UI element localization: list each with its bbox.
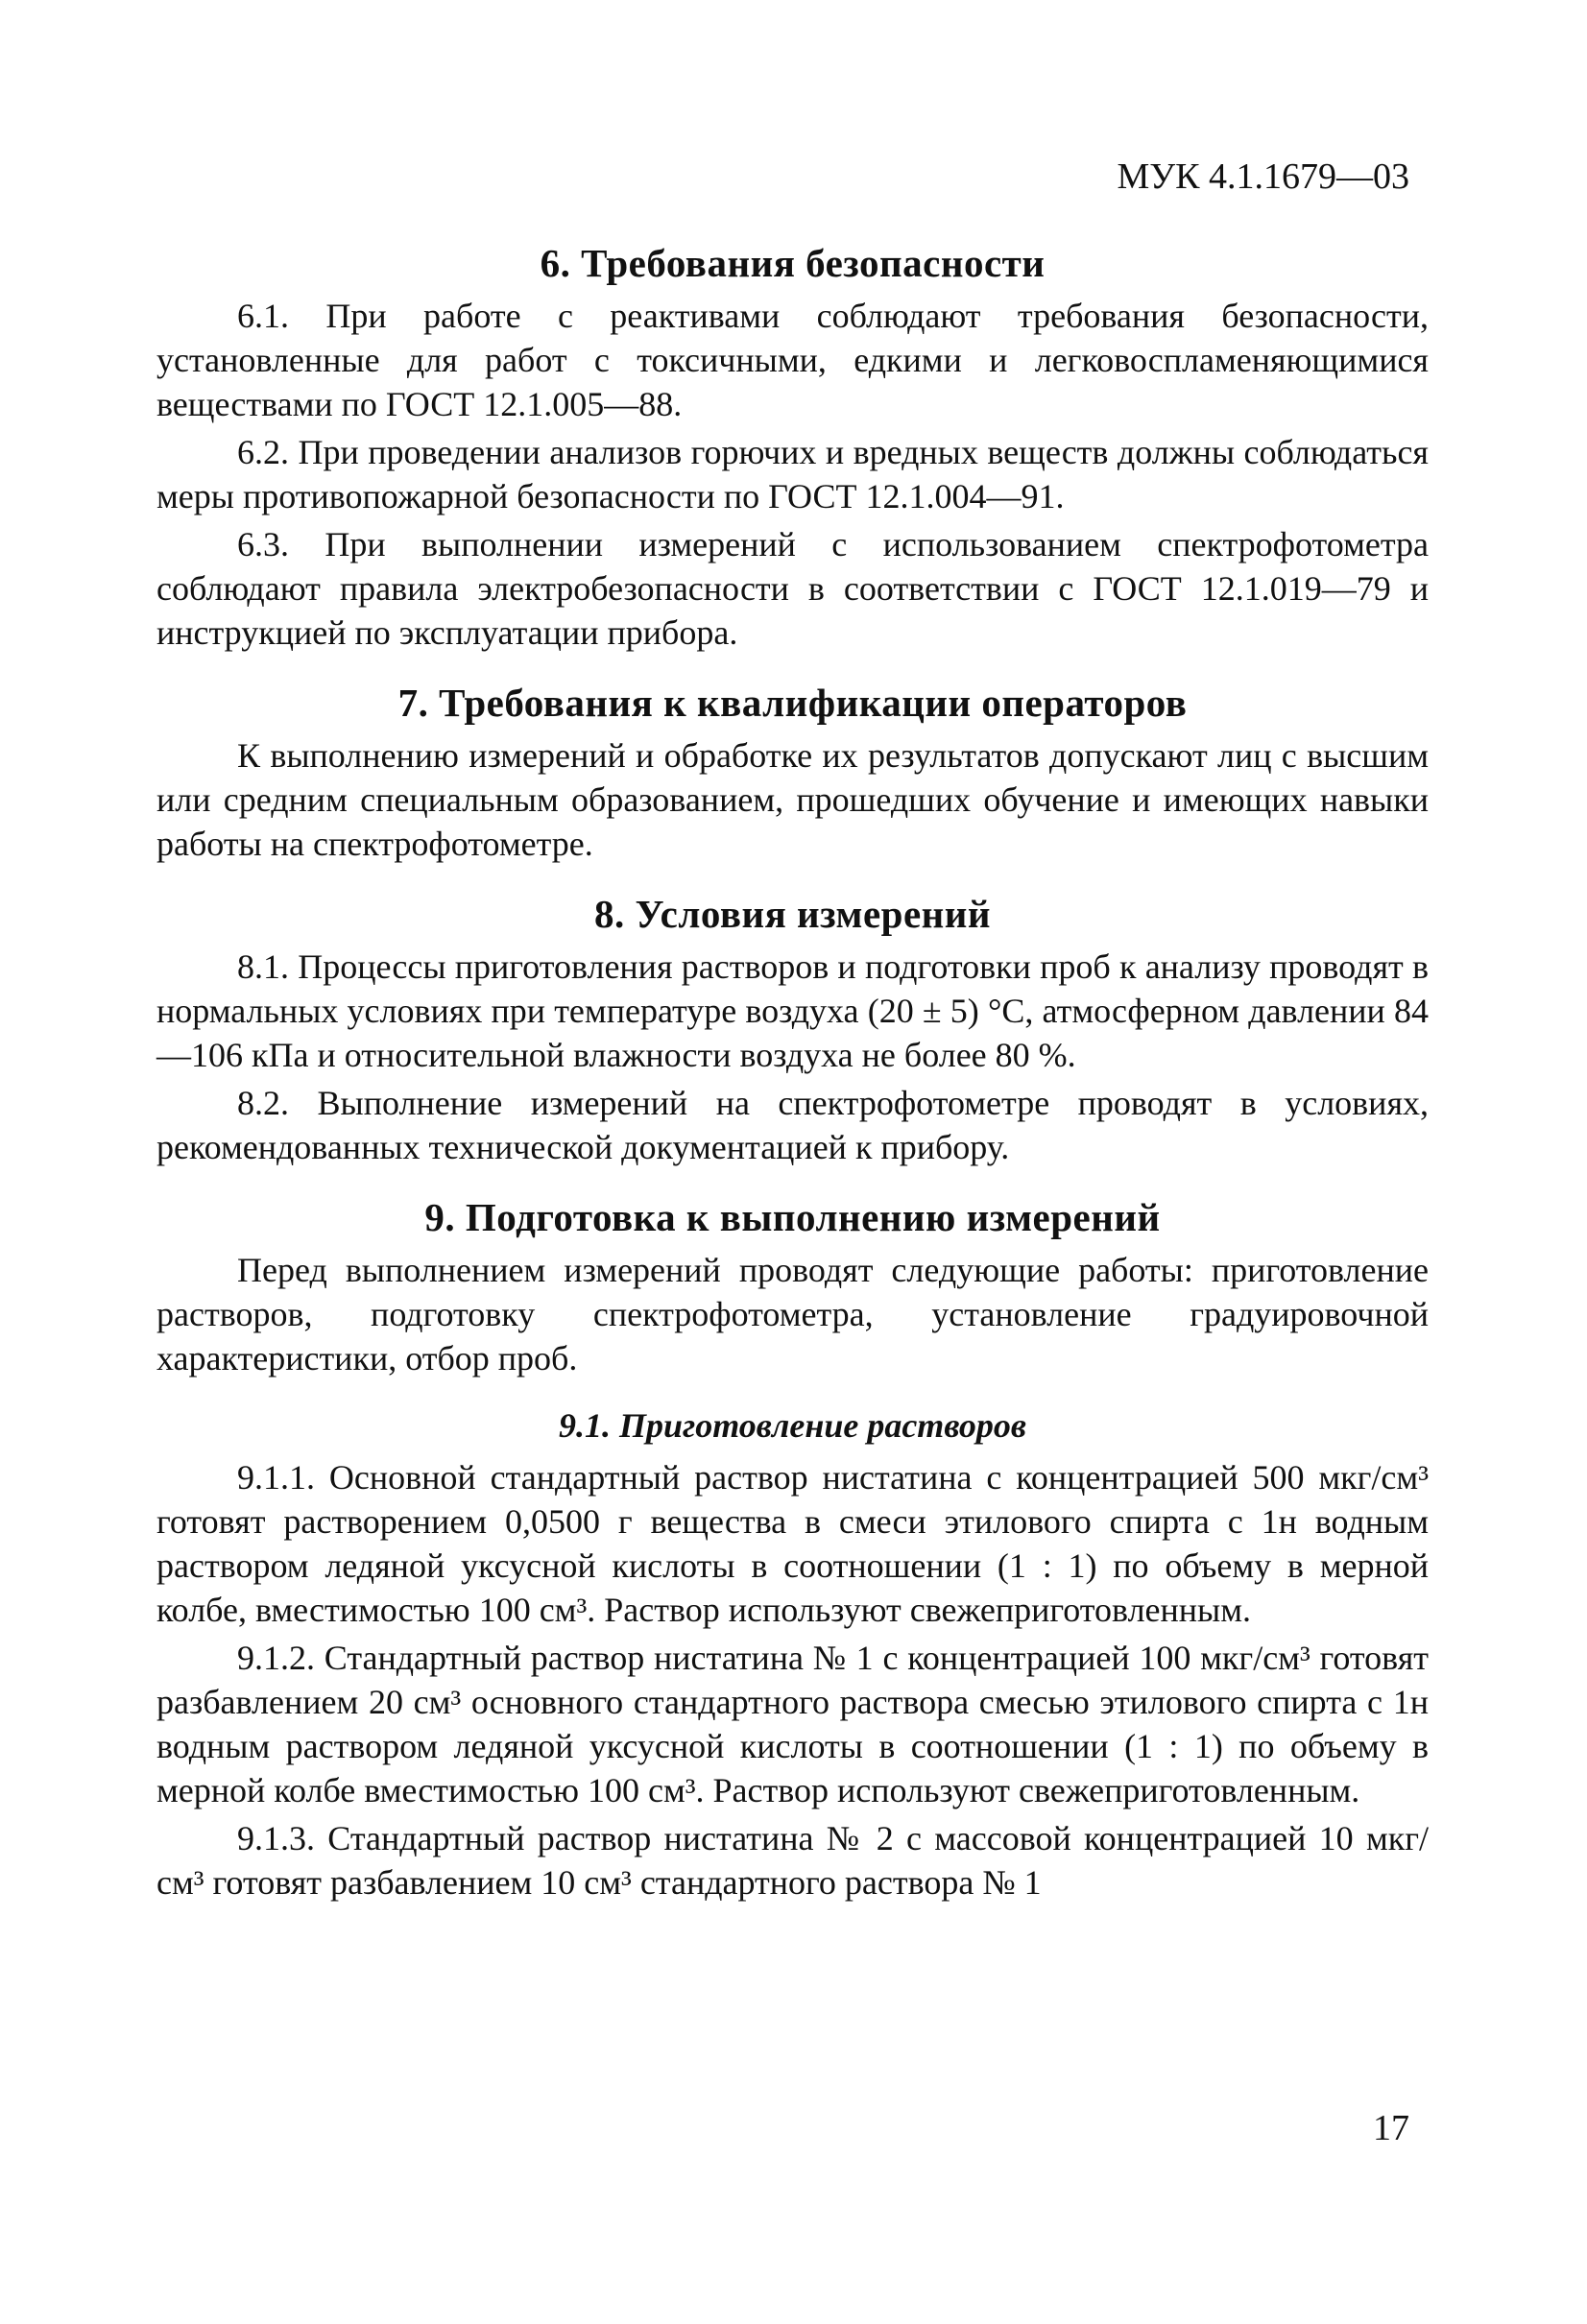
paragraph: 8.2. Выполнение измерений на спектрофотометре проводят в условиях, рекомендованных технической документацией к прибору. [156, 1084, 1429, 1166]
paragraph: Перед выполнением измерений проводят следующие работы: приготовление растворов, подготовку спектрофотометра, установление градуировочной характеристики, отбор проб. [156, 1251, 1429, 1378]
section-8 [156, 891, 1429, 1169]
paragraph: 6.3. При выполнении измерений с использованием спектрофотометра соблюдают правила электробезопасности в соответствии с ГОСТ 12.1.019—79 и инструкцией по эксплуатации прибора. [156, 525, 1429, 652]
paragraph: 9.1.1. Основной стандартный раствор нистатина с концентрацией 500 мкг/см³ готовят растворением 0,0500 г вещества в смеси этилового спирта с 1н водным раствором ледяной уксусной кислоты в соотношении (1 : 1) по объему в мерной колбе, вместимостью 100 см³. Раствор используют свежеприготовленным. [156, 1458, 1429, 1629]
section-6 [156, 240, 1429, 655]
page-number: 17 [1373, 2108, 1409, 2148]
section-9 [156, 1194, 1429, 1380]
document-body [156, 240, 1429, 1929]
paragraph: 8.1. Процессы приготовления растворов и подготовки проб к анализу проводят в нормальных условиях при температуре воздуха (20 ± 5) °С, атмосферном давлении 84—106 кПа и относительной влажности воздуха не более 80 %. [156, 947, 1429, 1074]
section-title: 8. Условия измерений [593, 892, 992, 936]
paragraph: 6.1. При работе с реактивами соблюдают требования безопасности, установленные для работ с токсичными, едкими и легковоспламеняющимися веществами по ГОСТ 12.1.005—88. [156, 297, 1429, 423]
paragraph: 9.1.2. Стандартный раствор нистатина № 1 с концентрацией 100 мкг/см³ готовят разбавлением 20 см³ основного стандартного раствора смесью этилового спирта с 1н водным раствором ледяной уксусной кислоты в соотношении (1 : 1) по объему в мерной колбе вместимостью 100 см³. Раствор используют свежеприготовленным. [156, 1639, 1429, 1809]
section-title: 7. Требования к квалификации операторов [397, 681, 1188, 725]
paragraph: 6.2. При проведении анализов горючих и вредных веществ должны соблюдаться меры противопожарной безопасности по ГОСТ 12.1.004—91. [156, 433, 1429, 515]
document-code: МУК 4.1.1679—03 [1117, 156, 1409, 197]
section-7 [156, 680, 1429, 866]
subsection-title: 9.1. Приготовление растворов [558, 1406, 1027, 1445]
paragraph: К выполнению измерений и обработке их результатов допускают лиц с высшим или средним специальным образованием, прошедших обучение и имеющих навыки работы на спектрофотометре. [156, 736, 1429, 863]
paragraph: 9.1.3. Стандартный раствор нистатина № 2 с массовой концентрацией 10 мкг/см³ готовят разбавлением 10 см³ стандартного раствора № 1 [156, 1819, 1429, 1902]
section-title: 6. Требования безопасности [540, 241, 1046, 285]
subsection-9-1 [156, 1405, 1429, 1905]
section-title: 9. Подготовка к выполнению измерений [424, 1195, 1161, 1239]
